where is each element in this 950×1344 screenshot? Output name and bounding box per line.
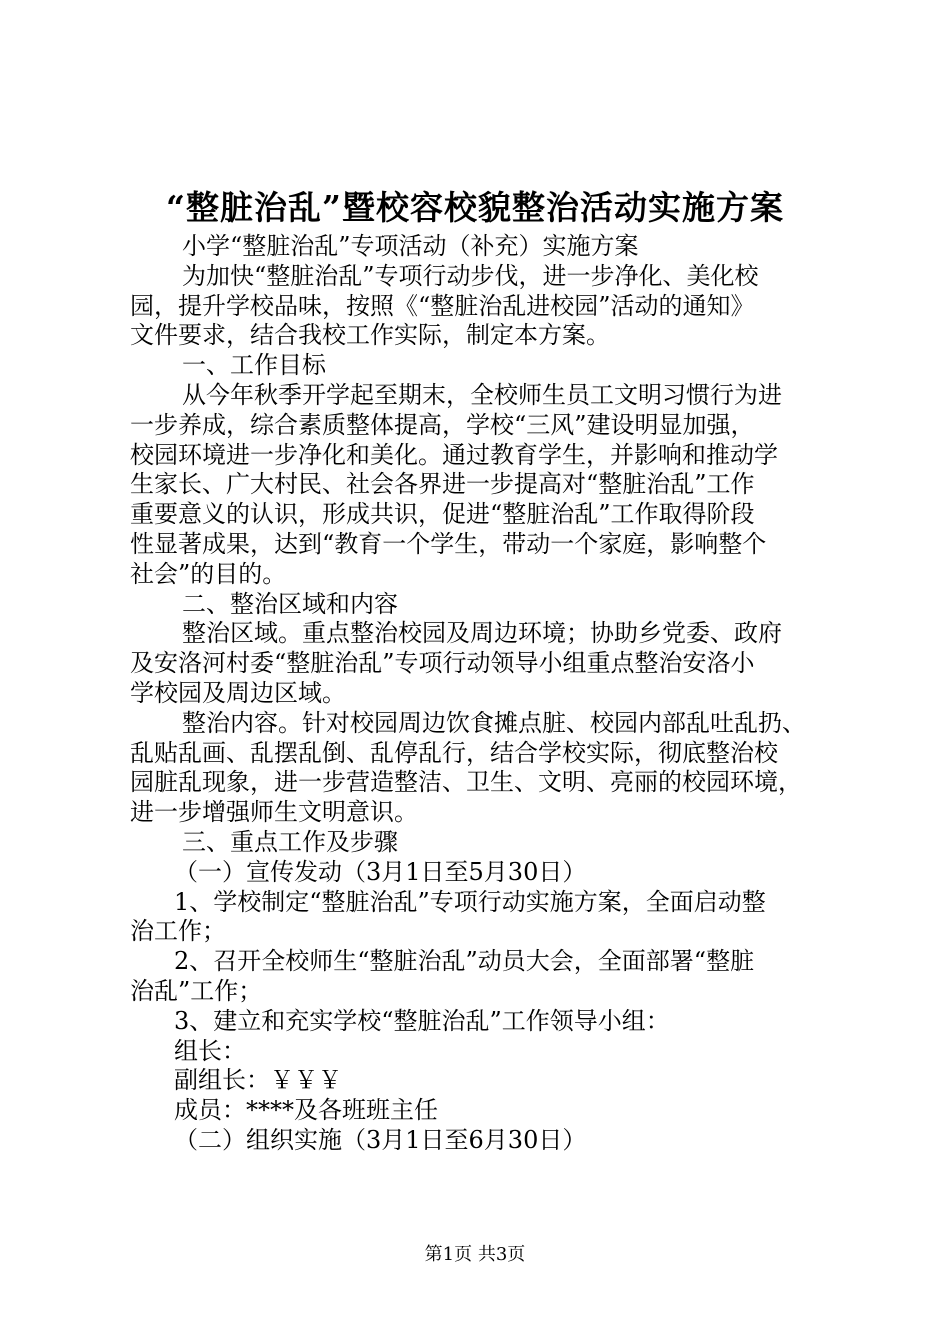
subsection-heading: （一）宣传发动（3月1日至5月30日） — [174, 857, 587, 886]
paragraph-line: 从今年秋季开学起至期末，全校师生员工文明习惯行为进 — [182, 380, 782, 409]
subsection-heading: （二）组织实施（3月1日至6月30日） — [174, 1125, 587, 1154]
paragraph-line: 一步养成，综合素质整体提高，学校“三风”建设明显加强， — [130, 410, 755, 439]
paragraph-line: 学校园及周边区域。 — [130, 678, 346, 707]
list-item-continuation: 治工作； — [130, 917, 226, 946]
paragraph-line: 整治区域。重点整治校园及周边环境；协助乡党委、政府 — [182, 619, 782, 648]
list-item: 1、学校制定“整脏治乱”专项行动实施方案，全面启动整 — [174, 887, 766, 916]
list-item: 2、召开全校师生“整脏治乱”动员大会，全面部署“整脏 — [174, 947, 755, 976]
paragraph-line: 性显著成果，达到“教育一个学生，带动一个家庭，影响整个 — [130, 529, 767, 558]
document-title: “整脏治乱”暨校容校貌整治活动实施方案 — [166, 188, 784, 227]
paragraph-line: 社会”的目的。 — [130, 559, 287, 588]
page-number-footer: 第1页 共3页 — [424, 1244, 526, 1265]
team-leader-line: 组长： — [174, 1036, 246, 1065]
paragraph-line: 乱贴乱画、乱摆乱倒、乱停乱行，结合学校实际，彻底整治校 — [130, 738, 778, 767]
team-members-line: 成员：****及各班班主任 — [174, 1096, 438, 1125]
section-heading: 二、整治区域和内容 — [182, 589, 398, 618]
team-deputy-line: 副组长：￥￥￥ — [174, 1066, 342, 1095]
section-heading: 三、重点工作及步骤 — [182, 827, 398, 856]
paragraph-line: 进一步增强师生文明意识。 — [130, 798, 418, 827]
subtitle-line: 小学“整脏治乱”专项活动（补充）实施方案 — [182, 232, 639, 260]
section-heading: 一、工作目标 — [182, 351, 326, 380]
paragraph-line: 及安洛河村委“整脏治乱”专项行动领导小组重点整治安洛小 — [130, 649, 755, 678]
paragraph-line: 园，提升学校品味，按照《“整脏治乱进校园”活动的通知》 — [130, 291, 755, 320]
document-body — [130, 232, 830, 1156]
paragraph-line: 为加快“整脏治乱”专项行动步伐，进一步净化、美化校 — [182, 261, 759, 290]
paragraph-line: 园脏乱现象，进一步营造整洁、卫生、文明、亮丽的校园环境， — [130, 768, 802, 797]
paragraph-line: 整治内容。针对校园周边饮食摊点脏、校园内部乱吐乱扔、 — [182, 708, 806, 737]
paragraph-line: 校园环境进一步净化和美化。通过教育学生，并影响和推动学 — [130, 440, 778, 469]
paragraph-line: 文件要求，结合我校工作实际，制定本方案。 — [130, 321, 610, 350]
list-item-continuation: 治乱”工作； — [130, 976, 263, 1005]
paragraph-line: 重要意义的认识，形成共识，促进“整脏治乱”工作取得阶段 — [130, 500, 755, 529]
list-item: 3、建立和充实学校“整脏治乱”工作领导小组： — [174, 1006, 670, 1035]
paragraph-line: 生家长、广大村民、社会各界进一步提高对“整脏治乱”工作 — [130, 470, 755, 499]
